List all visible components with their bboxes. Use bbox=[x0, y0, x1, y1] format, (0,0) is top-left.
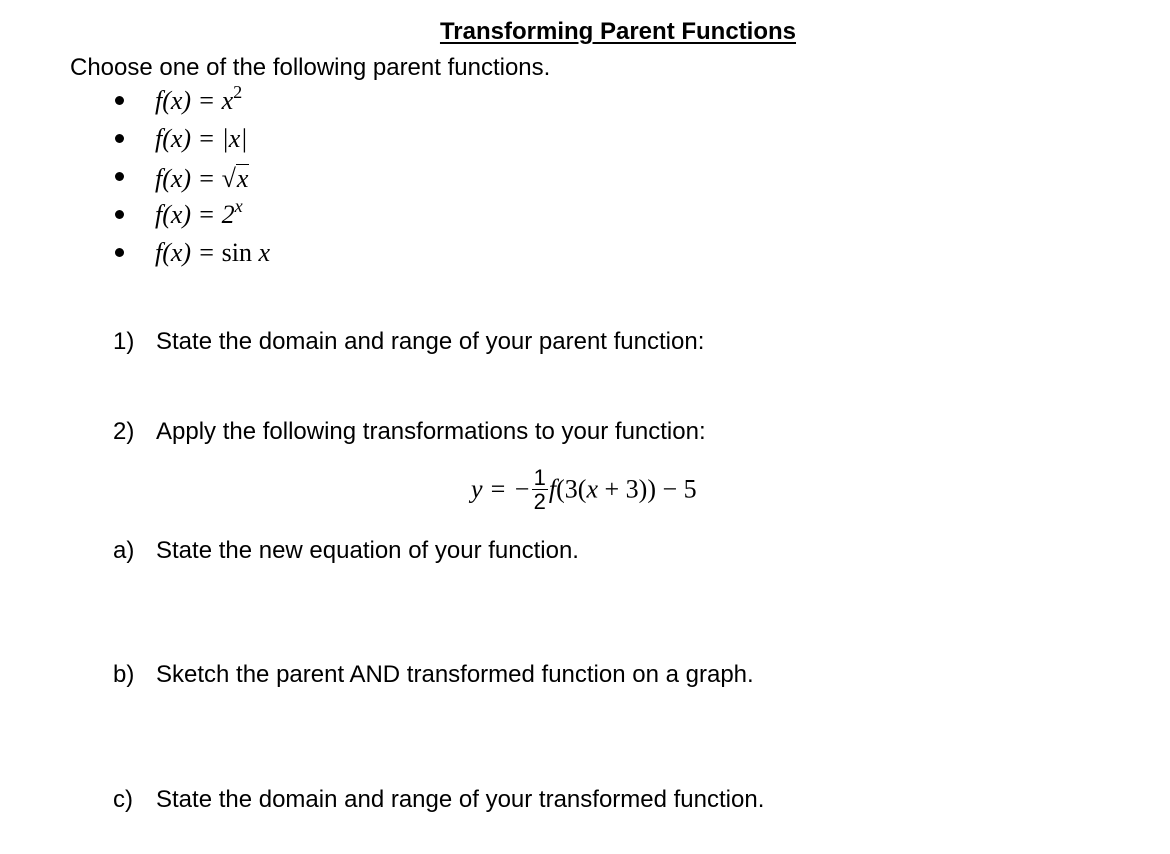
function-sine bbox=[155, 240, 270, 266]
fraction-numerator: 1 bbox=[533, 465, 546, 490]
fraction bbox=[532, 466, 548, 513]
equation-lhs: y = − bbox=[471, 474, 531, 504]
transformation-equation bbox=[471, 466, 697, 536]
radical bbox=[222, 164, 250, 192]
bullet-icon bbox=[115, 210, 124, 219]
equation-inner: + 3) bbox=[598, 474, 648, 504]
function-lhs: f(x) = bbox=[155, 164, 222, 193]
function-name: sin bbox=[221, 238, 252, 267]
question-letter: a) bbox=[113, 537, 135, 564]
function-exponent: x bbox=[234, 196, 243, 217]
instructions-text: Choose one of the following parent functions. bbox=[70, 54, 551, 81]
question-letter: b) bbox=[113, 661, 135, 688]
function-lhs: f(x) = bbox=[155, 86, 222, 115]
question-number: 1) bbox=[113, 328, 135, 355]
bullet-icon bbox=[115, 248, 124, 257]
radical-icon: √ bbox=[221, 164, 236, 193]
equation-open-paren: (3( bbox=[556, 474, 587, 504]
equation-tail: − 5 bbox=[656, 474, 697, 504]
function-variable: x bbox=[258, 238, 271, 267]
question-text: Sketch the parent AND transformed function on a graph. bbox=[156, 661, 754, 688]
function-exponent: 2 bbox=[233, 82, 243, 103]
question-text: Apply the following transformations to your function: bbox=[156, 418, 706, 445]
radicand: x bbox=[236, 164, 249, 193]
bullet-icon bbox=[115, 96, 124, 105]
equation-variable: x bbox=[586, 474, 598, 504]
equation-close-paren: ) bbox=[647, 474, 656, 504]
function-lhs: f(x) = 2 bbox=[155, 200, 235, 229]
equation-function: f bbox=[548, 474, 557, 504]
page-title: Transforming Parent Functions bbox=[439, 18, 797, 45]
function-quadratic bbox=[155, 82, 243, 115]
bullet-icon bbox=[115, 172, 124, 181]
function-absolute-value: f(x) = |x| bbox=[155, 124, 248, 153]
question-number: 2) bbox=[113, 418, 135, 445]
fraction-denominator: 2 bbox=[533, 489, 546, 515]
function-square-root bbox=[155, 164, 249, 192]
function-exponential bbox=[155, 196, 243, 229]
question-text: State the domain and range of your transformed function. bbox=[156, 786, 765, 813]
bullet-icon bbox=[115, 134, 124, 143]
function-base: x bbox=[221, 86, 234, 115]
question-letter: c) bbox=[113, 786, 133, 813]
function-lhs: f(x) = bbox=[155, 238, 222, 267]
question-text: State the domain and range of your parent function: bbox=[156, 328, 705, 355]
question-text: State the new equation of your function. bbox=[156, 537, 579, 564]
